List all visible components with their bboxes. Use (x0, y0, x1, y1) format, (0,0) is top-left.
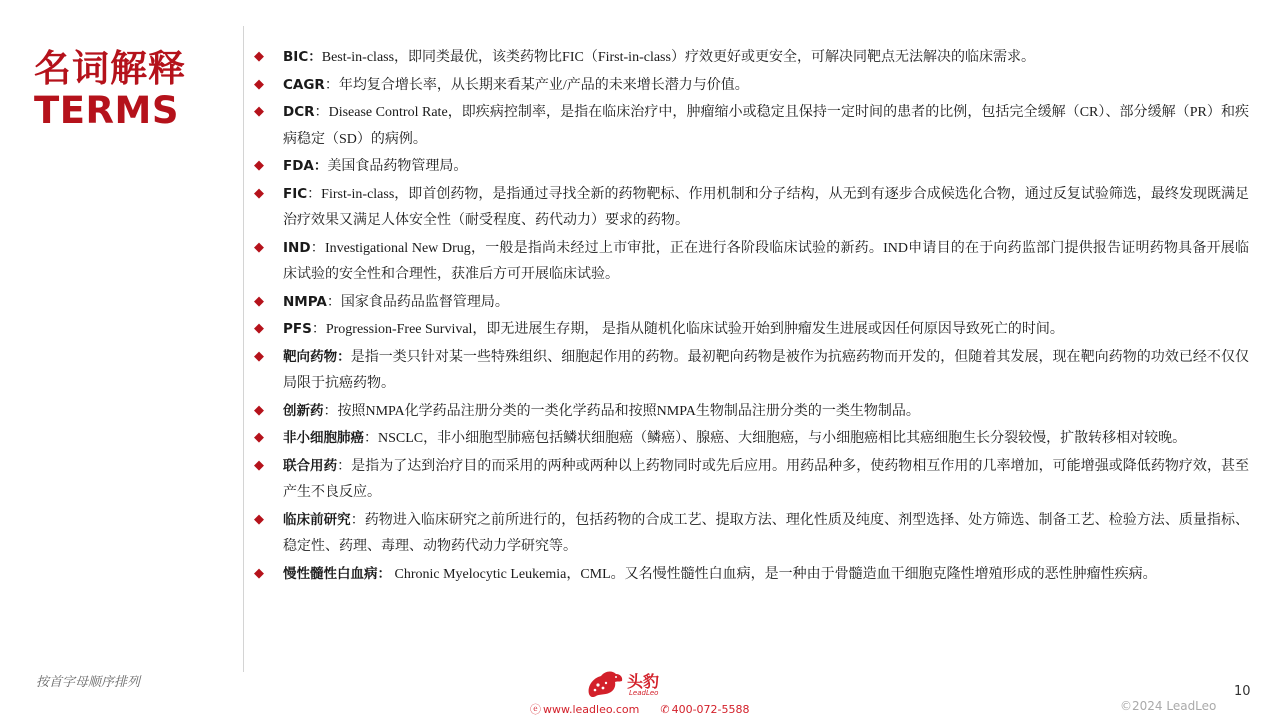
term-text (283, 99, 1249, 153)
term-key: 靶向药物： (283, 348, 351, 365)
diamond-bullet-icon: ◆ (254, 239, 264, 255)
term-description: Chronic Myelocytic Leukemia，CML。又名慢性髓性白血病，是一种由于骨髓造血干细胞克隆性增殖形成的恶性肿瘤性疾病。 (391, 566, 1157, 582)
term-key: 联合用药 (283, 457, 338, 474)
term-item (254, 344, 1249, 398)
term-description: 美国食品药物管理局。 (327, 159, 468, 174)
term-key: NMPA (283, 293, 327, 310)
term-text (283, 44, 1249, 72)
term-description: Best-in-class，即同类最优，该类药物比FIC（First-in-class）疗效更好或更安全，可解决同靶点无法解决的临床需求。 (321, 50, 1035, 65)
term-description: ：Investigational New Drug，一般是指尚未经过上市审批，正在进行各阶段临床试验的新药。IND申请目的在于向药监部门提供报告证明药物具备开展临床试验的安全性和合理性，获准后方可开展临床试验。 (283, 240, 1249, 282)
copyright: ©2024 LeadLeo (1120, 699, 1217, 713)
diamond-bullet-icon: ◆ (254, 321, 264, 336)
diamond-bullet-icon: ◆ (254, 104, 264, 119)
term-description: ：是指为了达到治疗目的而采用的两种或两种以上药物同时或先后应用。用药品种多，使药物相互作用的几率增加，可能增强或降低药物疗效，甚至产生不良反应。 (283, 458, 1250, 500)
term-text (283, 235, 1249, 289)
phone-icon: ✆ (660, 703, 670, 716)
term-description: ：NSCLC，非小细胞型肺癌包括鳞状细胞癌（鳞癌）、腺癌、大细胞癌，与小细胞癌相比其癌细胞生长分裂较慢，扩散转移相对较晚。 (364, 431, 1187, 446)
diamond-bullet-icon: ◆ (254, 511, 264, 527)
term-text (283, 181, 1249, 235)
term-description: ：年均复合增长率，从长期来看某产业/产品的未来增长潜力与价值。 (324, 77, 749, 93)
term-key: FDA： (283, 158, 328, 174)
diamond-bullet-icon: ◆ (254, 76, 264, 92)
term-item (254, 153, 1249, 181)
term-description: ：国家食品药品监督管理局。 (326, 294, 509, 310)
page-title-cn: 名词解释 (34, 47, 186, 90)
term-key: 非小细胞肺癌 (283, 430, 364, 446)
divider-line (243, 26, 244, 672)
diamond-bullet-icon: ◆ (254, 158, 264, 173)
diamond-bullet-icon: ◆ (254, 565, 264, 581)
diamond-bullet-icon: ◆ (254, 430, 264, 445)
web-icon: ⓔ (530, 703, 541, 716)
term-item (254, 453, 1249, 507)
term-item (254, 44, 1249, 72)
term-text (283, 561, 1249, 589)
term-item (254, 561, 1249, 589)
term-key: 临床前研究 (283, 511, 351, 528)
term-text (283, 425, 1249, 453)
page-number: 10 (1234, 684, 1251, 699)
term-item (254, 398, 1249, 426)
term-key: FIC (283, 185, 308, 202)
term-item (254, 235, 1249, 289)
diamond-bullet-icon: ◆ (254, 457, 264, 473)
website-link[interactable]: www.leadleo.com (543, 703, 640, 716)
term-description: ：按照NMPA化学药品注册分类的一类化学药品和按照NMPA生物制品注册分类的一类生物制品。 (323, 403, 920, 419)
diamond-bullet-icon: ◆ (254, 348, 264, 364)
term-key: DCR (283, 104, 315, 120)
diamond-bullet-icon: ◆ (254, 402, 264, 418)
leopard-logo-icon (585, 668, 625, 700)
term-key: 慢性髓性白血病： (283, 565, 391, 582)
term-text (283, 72, 1249, 100)
term-item (254, 72, 1249, 100)
diamond-bullet-icon: ◆ (254, 293, 264, 309)
term-item (254, 425, 1249, 453)
term-text (283, 507, 1249, 561)
phone-number: 400-072-5588 (671, 703, 750, 716)
term-text (283, 316, 1249, 344)
sort-note: 按首字母顺序排列 (36, 675, 141, 690)
term-key: IND (283, 239, 311, 256)
term-description: ：Progression-Free Survival，即无进展生存期， 是指从随机化临床试验开始到肿瘤发生进展或因任何原因导致死亡的时间。 (311, 322, 1064, 337)
term-text (283, 289, 1249, 317)
page-title-en: TERMS (34, 89, 179, 132)
term-item (254, 99, 1249, 153)
terms-list (254, 44, 1249, 588)
diamond-bullet-icon: ◆ (254, 49, 264, 64)
term-item (254, 289, 1249, 317)
term-item (254, 507, 1249, 561)
term-item (254, 316, 1249, 344)
term-text (283, 398, 1249, 426)
diamond-bullet-icon: ◆ (254, 185, 264, 201)
term-item (254, 181, 1249, 235)
term-text (283, 453, 1249, 507)
term-description: ：药物进入临床研究之前所进行的，包括药物的合成工艺、提取方法、理化性质及纯度、剂型选择、处方筛选、制备工艺、检验方法、质量指标、稳定性、药理、毒理、动物药代动力学研究等。 (283, 512, 1249, 554)
term-text (283, 344, 1249, 398)
term-key: 创新药 (283, 402, 324, 419)
brand-logo (585, 668, 665, 700)
term-key: CAGR (283, 76, 325, 93)
term-description: ：Disease Control Rate，即疾病控制率，是指在临床治疗中，肿瘤缩小或稳定且保持一定时间的患者的比例，包括完全缓解（CR）、部分缓解（PR）和疾病稳定（SD）的病例。 (283, 105, 1249, 147)
term-text (283, 153, 1249, 181)
contact-info (530, 701, 750, 717)
term-key: PFS (283, 321, 312, 337)
term-description: ：First-in-class，即首创药物，是指通过寻找全新的药物靶标、作用机制和分子结构，从无到有逐步合成候选化合物，通过反复试验筛选，最终发现既满足治疗效果又满足人体安全性（耐受程度、药代动力）要求的药物。 (283, 186, 1249, 228)
term-description: 是指一类只针对某一些特殊组织、细胞起作用的药物。最初靶向药物是被作为抗癌药物而开发的，但随着其发展，现在靶向药物的功效已经不仅仅局限于抗癌药物。 (283, 349, 1249, 391)
logo-text-en: LeadLeo (629, 689, 659, 697)
term-key: BIC： (283, 49, 322, 65)
logo-text-cn: 头豹 (627, 672, 660, 691)
